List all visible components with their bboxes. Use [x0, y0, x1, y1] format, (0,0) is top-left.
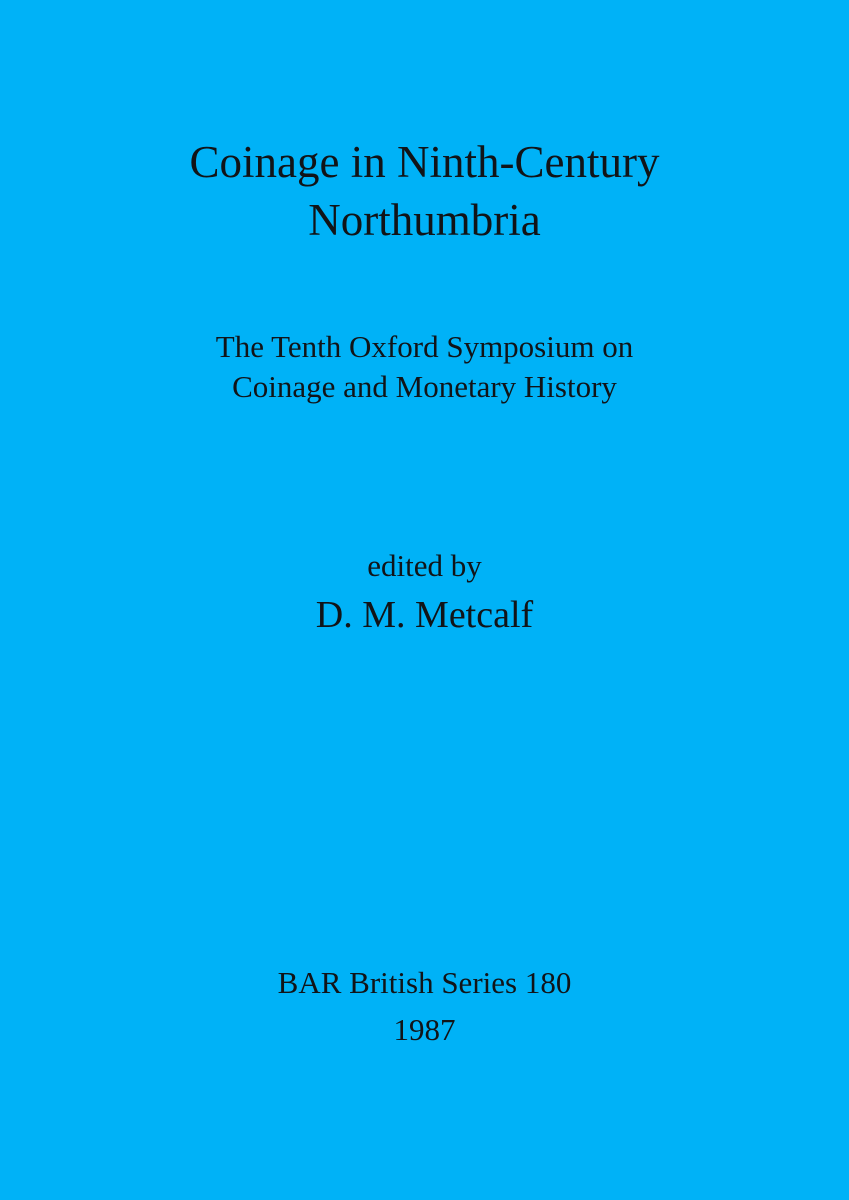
series-label: BAR British Series 180 [277, 965, 572, 1000]
editor-name: D. M. Metcalf [315, 594, 534, 636]
edited-by-label: edited by [367, 548, 482, 583]
book-title-line-2: Northumbria [308, 195, 541, 245]
publication-year: 1987 [393, 1012, 456, 1047]
book-title [0, 133, 849, 249]
book-subtitle [0, 327, 849, 407]
book-subtitle-line-1: The Tenth Oxford Symposium on [215, 329, 634, 364]
book-title-line-1: Coinage in Ninth-Century [189, 137, 660, 187]
book-subtitle-line-2: Coinage and Monetary History [232, 369, 617, 404]
